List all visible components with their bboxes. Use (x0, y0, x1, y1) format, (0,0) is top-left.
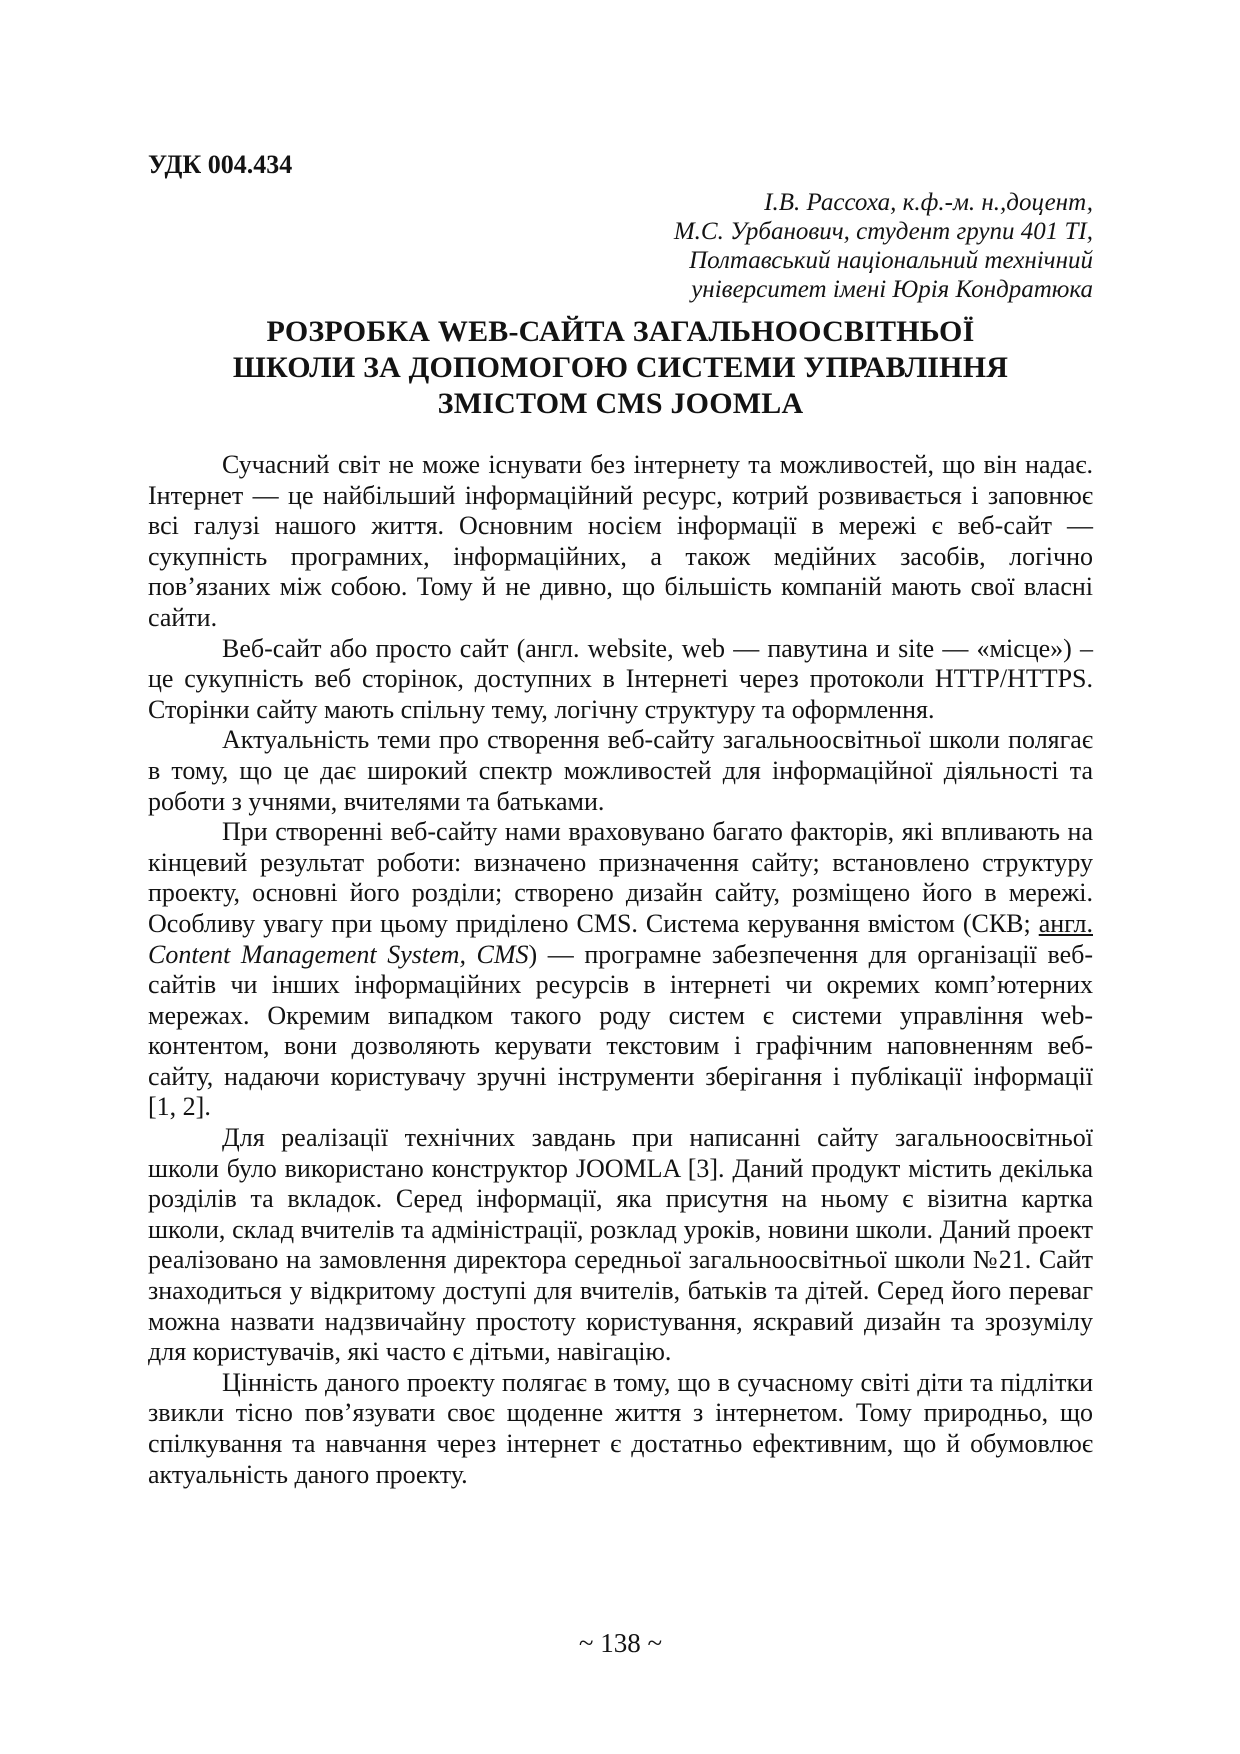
article-body (148, 450, 1093, 1490)
paragraph-3-text: Актуальність теми про створення веб-сайту загальноосвітньої школи полягає в тому, що це дає широкий спектр можливостей для інформаційної діяльності та роботи з учнями, вчителями та батьками. (148, 725, 1093, 816)
paragraph-2 (148, 634, 1093, 726)
paragraph-3 (148, 725, 1093, 817)
paragraph-4-text-start: При створенні веб-сайту нами враховувано багато факторів, які впливають на кінцевий результат роботи: визначено призначення сайту; встановлено структуру проекту, основні його розділи; створено дизайн сайту, розміщено його в мережі. Особливу увагу при цьому приділено CMS. Система керування вмістом (СКВ; (148, 817, 1093, 938)
cms-term-italic: Content Management System, CMS (148, 939, 529, 969)
paragraph-1 (148, 450, 1093, 634)
paragraph-5 (148, 1123, 1093, 1368)
paper-title-line-3: ЗМІСТОМ CMS JOOMLA (437, 387, 804, 420)
paragraph-1-text: Сучасний світ не може існувати без інтернету та можливостей, що він надає. Інтернет — це найбільший інформаційний ресурс, котрий розвивається і заповнює всі галузі нашого життя. Основним носієм інформації в мережі є веб-сайт — сукупність програмних, інформаційних, а також медійних засобів, логічно пов’язаних між собою. Тому й не дивно, що більшість компаній мають свої власні сайти. (148, 450, 1093, 632)
english-abbr-underlined: англ. (1038, 908, 1093, 938)
paper-title (148, 314, 1093, 422)
paragraph-4 (148, 817, 1093, 1123)
paragraph-6 (148, 1368, 1093, 1490)
paper-title-line-1: РОЗРОБКА WEB-САЙТА ЗАГАЛЬНООСВІТНЬОЇ (266, 315, 975, 348)
author-block (148, 188, 1093, 304)
affiliation-line-2: університет імені Юрія Кондратюка (691, 276, 1093, 303)
paragraph-6-text: Цінність даного проекту полягає в тому, що в сучасному світі діти та підлітки звикли тісно пов’язувати своє щоденне життя з інтернетом. Тому природньо, що спілкування та навчання через інтернет є достатньо ефективним, що й обумовлює актуальність даного проекту. (148, 1367, 1093, 1489)
affiliation-line-1: Полтавський національний технічний (689, 247, 1093, 274)
author-line-2: М.С. Урбанович, студент групи 401 ТІ, (673, 218, 1093, 245)
paragraph-2-text: Веб-сайт або просто сайт (англ. website, web — павутина и site — «місце») – це сукупність веб сторінок, доступних в Інтернеті через протоколи HTTP/HTTPS. Сторінки сайту мають спільну тему, логічну структуру та оформлення. (148, 633, 1093, 724)
author-line-1: І.В. Рассоха, к.ф.-м. н.,доцент, (764, 189, 1093, 216)
paragraph-5-text: Для реалізації технічних завдань при написанні сайту загальноосвітньої школи було використано конструктор JOOMLA [3]. Даний продукт містить декілька розділів та вкладок. Серед інформації, яка присутня на ньому є візитна картка школи, склад вчителів та адміністрації, розклад уроків, новини школи. Даний проект реалізовано на замовлення директора середньої загальноосвітньої школи №21. Сайт знаходиться у відкритому доступі для вчителів, батьків та дітей. Серед його переваг можна назвати надзвичайну простоту користування, яскравий дизайн та зрозумілу для користувачів, які часто є дітьми, навігацію. (148, 1123, 1093, 1367)
udc-code: УДК 004.434 (148, 150, 293, 179)
paper-title-line-2: ШКОЛИ ЗА ДОПОМОГОЮ СИСТЕМИ УПРАВЛІННЯ (232, 351, 1009, 384)
page-number: ~ 138 ~ (578, 1628, 663, 1658)
paragraph-4-text-end: ) — програмне забезпечення для організації веб-сайтів чи інших інформаційних ресурсів в інтернеті чи окремих комп’ютерних мережах. Окремим випадком такого роду систем є системи управління web-контентом, вони дозволяють керувати текстовим і графічним наповненням веб-сайту, надаючи користувачу зручні інструменти зберігання і публікації інформації [1, 2]. (148, 939, 1093, 1122)
